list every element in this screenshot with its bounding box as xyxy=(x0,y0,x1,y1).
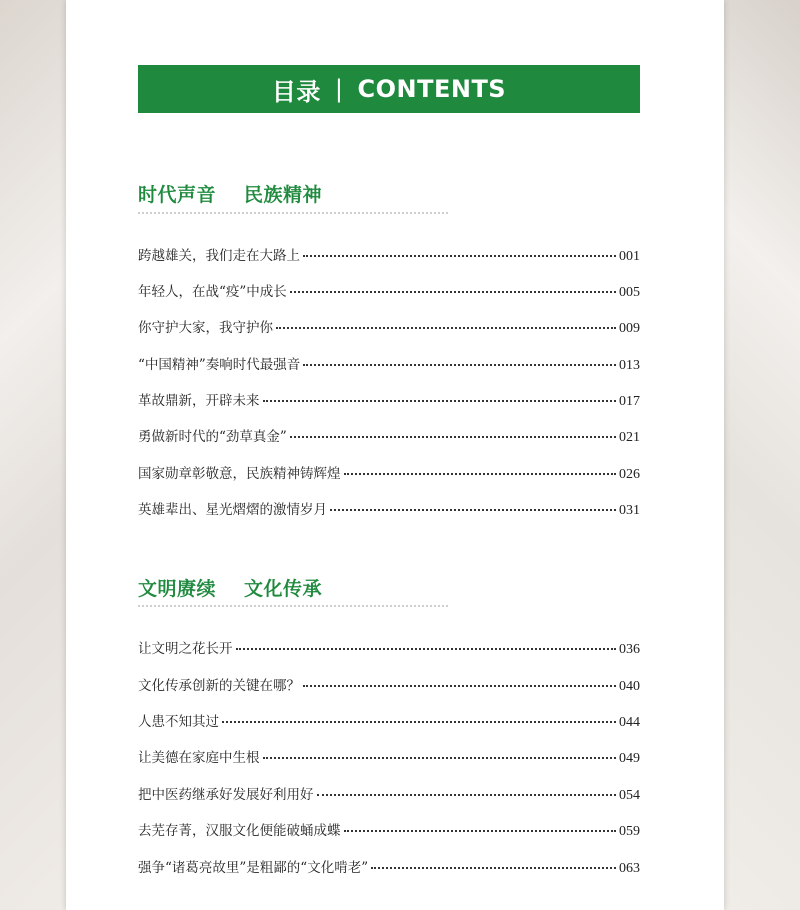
toc-entry[interactable] xyxy=(138,856,640,876)
toc-entry-page: 049 xyxy=(619,751,640,766)
dot-leader xyxy=(236,647,617,650)
section-divider xyxy=(138,212,448,214)
toc-entry-page: 009 xyxy=(619,321,640,336)
toc-entry-page: 001 xyxy=(619,249,640,264)
background-right xyxy=(724,0,800,910)
section-heading-b: 民族精神 xyxy=(244,184,323,206)
toc-entry[interactable] xyxy=(138,244,640,264)
toc-entry-title: 跨越雄关，我们走在大路上 xyxy=(138,248,300,264)
toc-entry[interactable] xyxy=(138,637,640,657)
banner-separator: | xyxy=(334,75,344,103)
banner-title-cn: 目录 xyxy=(271,77,321,106)
banner-title-en: CONTENTS xyxy=(357,75,507,103)
toc-entry-title: 勇做新时代的“劲草真金” xyxy=(138,429,287,445)
dot-leader xyxy=(290,435,616,438)
toc-entry-title: 年轻人，在战“疫”中成长 xyxy=(138,284,287,300)
dot-leader xyxy=(263,399,617,402)
section-heading-a: 文明赓续 xyxy=(138,578,217,600)
toc-entry-title: 国家勋章彰敬意，民族精神铸辉煌 xyxy=(138,466,341,482)
toc-entry-title: 英雄辈出、星光熠熠的激情岁月 xyxy=(138,502,327,518)
section-heading xyxy=(138,574,322,601)
toc-entry-title: 你守护大家，我守护你 xyxy=(138,320,273,336)
contents-banner xyxy=(138,65,640,113)
dot-leader xyxy=(344,472,617,475)
toc-entry[interactable] xyxy=(138,746,640,766)
dot-leader xyxy=(371,866,616,869)
toc-entry-page: 044 xyxy=(619,715,640,730)
toc-entry-page: 005 xyxy=(619,285,640,300)
toc-entry-title: 去芜存菁，汉服文化便能破蛹成蝶 xyxy=(138,823,341,839)
background-left xyxy=(0,0,66,910)
toc-entry-page: 059 xyxy=(619,824,640,839)
toc-entry-page: 017 xyxy=(619,394,640,409)
toc-entry-title: 让文明之花长开 xyxy=(138,641,233,657)
dot-leader xyxy=(317,793,617,796)
toc-entry[interactable] xyxy=(138,316,640,336)
toc-entry[interactable] xyxy=(138,389,640,409)
toc-entry[interactable] xyxy=(138,425,640,445)
toc-entry-title: 强争“诸葛亮故里”是粗鄙的“文化啃老” xyxy=(138,860,369,876)
toc-entry-title: “中国精神”奏响时代最强音 xyxy=(138,357,301,373)
toc-entry-page: 054 xyxy=(619,788,640,803)
dot-leader xyxy=(330,508,616,511)
section-heading xyxy=(138,180,322,207)
dot-leader xyxy=(303,363,616,366)
toc-entry[interactable] xyxy=(138,280,640,300)
toc-entry-title: 人患不知其过 xyxy=(138,714,219,730)
dot-leader xyxy=(276,326,616,329)
toc-entry-title: 文化传承创新的关键在哪？ xyxy=(138,678,300,694)
toc-entry[interactable] xyxy=(138,674,640,694)
toc-entry-page: 026 xyxy=(619,467,640,482)
section-divider xyxy=(138,605,448,607)
dot-leader xyxy=(303,254,616,257)
toc-entry[interactable] xyxy=(138,353,640,373)
dot-leader xyxy=(290,290,616,293)
toc-entry-page: 013 xyxy=(619,358,640,373)
toc-entry[interactable] xyxy=(138,710,640,730)
toc-entry-page: 036 xyxy=(619,642,640,657)
toc-entry[interactable] xyxy=(138,783,640,803)
toc-entry-title: 让美德在家庭中生根 xyxy=(138,750,260,766)
toc-entry[interactable] xyxy=(138,819,640,839)
dot-leader xyxy=(303,684,616,687)
contents-page xyxy=(66,0,724,910)
dot-leader xyxy=(222,720,616,723)
toc-entry[interactable] xyxy=(138,462,640,482)
section-heading-b: 文化传承 xyxy=(244,578,323,600)
toc-entry[interactable] xyxy=(138,498,640,518)
toc-entry-page: 063 xyxy=(619,861,640,876)
toc-entry-page: 021 xyxy=(619,430,640,445)
toc-entry-title: 革故鼎新，开辟未来 xyxy=(138,393,260,409)
section-heading-a: 时代声音 xyxy=(138,184,217,206)
dot-leader xyxy=(344,829,617,832)
toc-entry-page: 040 xyxy=(619,679,640,694)
dot-leader xyxy=(263,756,617,759)
toc-entry-page: 031 xyxy=(619,503,640,518)
toc-entry-title: 把中医药继承好发展好利用好 xyxy=(138,787,314,803)
